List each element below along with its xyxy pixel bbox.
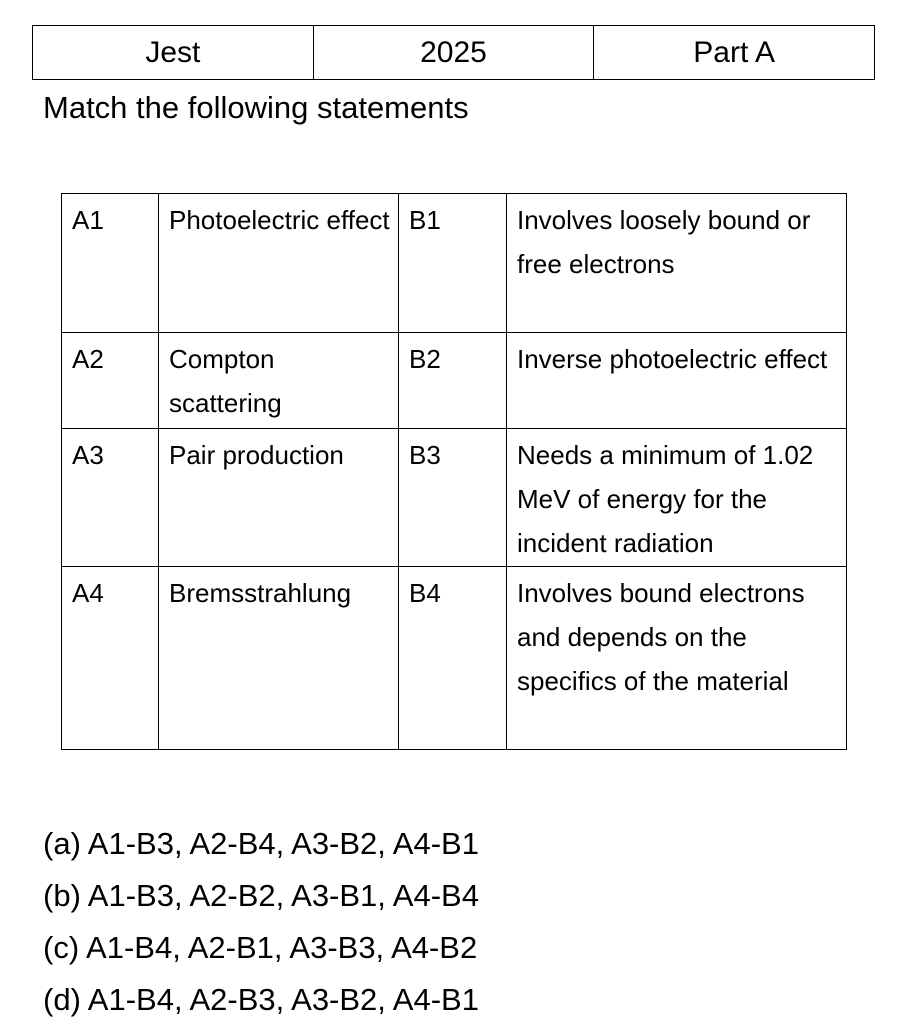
a-id-cell: A2 xyxy=(62,333,159,429)
table-row xyxy=(62,429,847,567)
option-c[interactable]: (c) A1-B4, A2-B1, A3-B3, A4-B2 xyxy=(43,930,478,965)
question-text: Match the following statements xyxy=(43,90,469,125)
b-text-cell: Involves bound electrons and depends on the specifics of the material xyxy=(507,567,847,750)
table-row xyxy=(62,333,847,429)
b-id-cell: B3 xyxy=(399,429,507,567)
option-b[interactable]: (b) A1-B3, A2-B2, A3-B1, A4-B4 xyxy=(43,878,479,913)
a-text-cell: Bremsstrahlung xyxy=(159,567,399,750)
header-table xyxy=(32,25,875,80)
match-table xyxy=(61,193,847,750)
b-id-cell: B2 xyxy=(399,333,507,429)
table-row xyxy=(62,194,847,333)
a-id-cell: A1 xyxy=(62,194,159,333)
exam-year: 2025 xyxy=(313,26,594,80)
a-text-cell: Pair production xyxy=(159,429,399,567)
option-d[interactable]: (d) A1-B4, A2-B3, A3-B2, A4-B1 xyxy=(43,982,479,1017)
option-a[interactable]: (a) A1-B3, A2-B4, A3-B2, A4-B1 xyxy=(43,826,479,861)
exam-name: Jest xyxy=(33,26,314,80)
a-text-cell: Photoelectric effect xyxy=(159,194,399,333)
b-text-cell: Needs a minimum of 1.02 MeV of energy for the incident radiation xyxy=(507,429,847,567)
a-id-cell: A4 xyxy=(62,567,159,750)
answer-options xyxy=(43,818,479,1026)
exam-part: Part A xyxy=(594,26,875,80)
b-id-cell: B1 xyxy=(399,194,507,333)
b-id-cell: B4 xyxy=(399,567,507,750)
b-text-cell: Inverse photoelectric effect xyxy=(507,333,847,429)
b-text-cell: Involves loosely bound or free electrons xyxy=(507,194,847,333)
table-row xyxy=(62,567,847,750)
a-id-cell: A3 xyxy=(62,429,159,567)
a-text-cell: Compton scattering xyxy=(159,333,399,429)
header-row xyxy=(33,26,875,80)
